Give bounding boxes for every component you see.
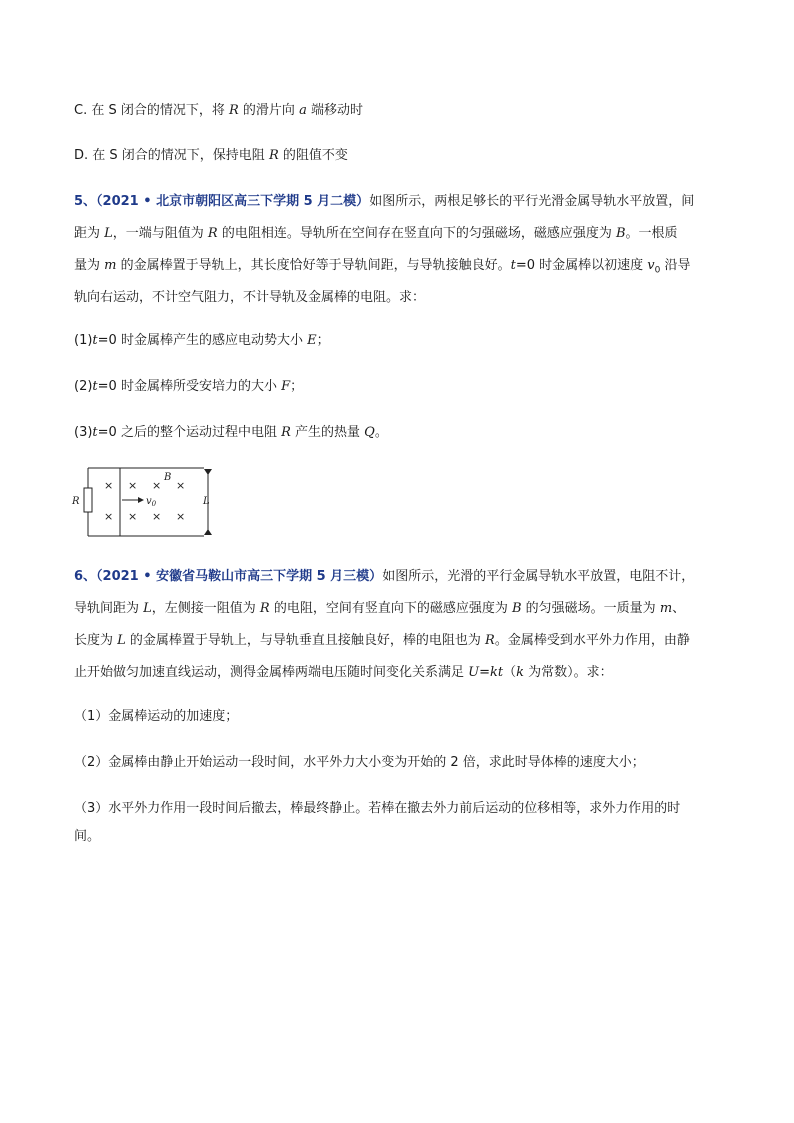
- q5-source: （2021 • 北京市朝阳区高三下学期 5 月二模）: [96, 194, 370, 209]
- q6-number: 6、: [74, 569, 97, 584]
- q5-line-4: 轨向右运动，不计空气阻力，不计导轨及金属棒的电阻。求：: [74, 290, 426, 305]
- rail-circuit-diagram: [68, 464, 220, 540]
- field-cross: ×: [176, 479, 186, 492]
- option-c: C. 在 S 闭合的情况下，将 R 的滑片向 a 端移动时: [74, 103, 363, 118]
- q6-line-4: 止开始做匀加速直线运动，测得金属棒两端电压随时间变化关系满足 U=kt（k 为常数）。求：: [74, 665, 613, 680]
- q6-line-3: 长度为 L 的金属棒置于导轨上，与导轨垂直且接触良好，棒的电阻也为 R。金属棒受到水平外力作用，由静: [74, 633, 690, 648]
- field-cross: ×: [128, 479, 138, 492]
- q6-part-1: （1）金属棒运动的加速度；: [74, 709, 239, 724]
- q5-part-2: (2)t=0 时金属棒所受安培力的大小 F；: [74, 379, 304, 394]
- field-cross: ×: [152, 510, 162, 523]
- resistor-symbol: [84, 488, 92, 512]
- velocity-label: $v_0$: [146, 496, 157, 508]
- q6-part-3-line-2: 间。: [74, 829, 101, 844]
- length-arrow-bottom: [204, 529, 212, 535]
- q5-line-1: 5、（2021 • 北京市朝阳区高三下学期 5 月二模）如图所示，两根足够长的平行光滑金属导轨水平放置，间: [74, 194, 695, 209]
- q5-line-2: 距为 L，一端与阻值为 R 的电阻相连。导轨所在空间存在竖直向下的匀强磁场，磁感应强度为 B。一根质: [74, 226, 678, 241]
- q5-part-3: (3)t=0 之后的整个运动过程中电阻 R 产生的热量 Q。: [74, 425, 388, 440]
- field-cross: ×: [104, 479, 114, 492]
- q6-source: （2021 • 安徽省马鞍山市高三下学期 5 月三模）: [96, 569, 383, 584]
- field-cross: ×: [176, 510, 186, 523]
- q6-part-2: （2）金属棒由静止开始运动一段时间，水平外力大小变为开始的 2 倍，求此时导体棒的速度大小；: [74, 755, 645, 770]
- q6-part-3-line-1: （3）水平外力作用一段时间后撤去，棒最终静止。若棒在撤去外力前后运动的位移相等，求外力作用的时: [74, 801, 681, 816]
- q5-number: 5、: [74, 194, 97, 209]
- q6-line-2: 导轨间距为 L，左侧接一阻值为 R 的电阻，空间有竖直向下的磁感应强度为 B 的匀强磁场。一质量为 m、: [74, 601, 686, 616]
- length-arrow-top: [204, 469, 212, 475]
- field-cross: ×: [128, 510, 138, 523]
- field-label: B: [164, 472, 172, 483]
- q6-line-1: 6、（2021 • 安徽省马鞍山市高三下学期 5 月三模）如图所示，光滑的平行金属导轨水平放置，电阻不计，: [74, 569, 695, 584]
- field-cross: ×: [152, 479, 162, 492]
- velocity-arrowhead: [138, 497, 144, 503]
- field-cross: ×: [104, 510, 114, 523]
- option-d: D. 在 S 闭合的情况下，保持电阻 R 的阻值不变: [74, 148, 348, 163]
- resistor-label: R: [72, 496, 80, 507]
- length-label: L: [203, 496, 210, 507]
- q5-line-3: 量为 m 的金属棒置于导轨上，其长度恰好等于导轨间距，与导轨接触良好。t=0 时金属棒以初速度 $v_0$ 沿导: [74, 258, 691, 276]
- q5-part-1: (1)t=0 时金属棒产生的感应电动势大小 E；: [74, 333, 330, 348]
